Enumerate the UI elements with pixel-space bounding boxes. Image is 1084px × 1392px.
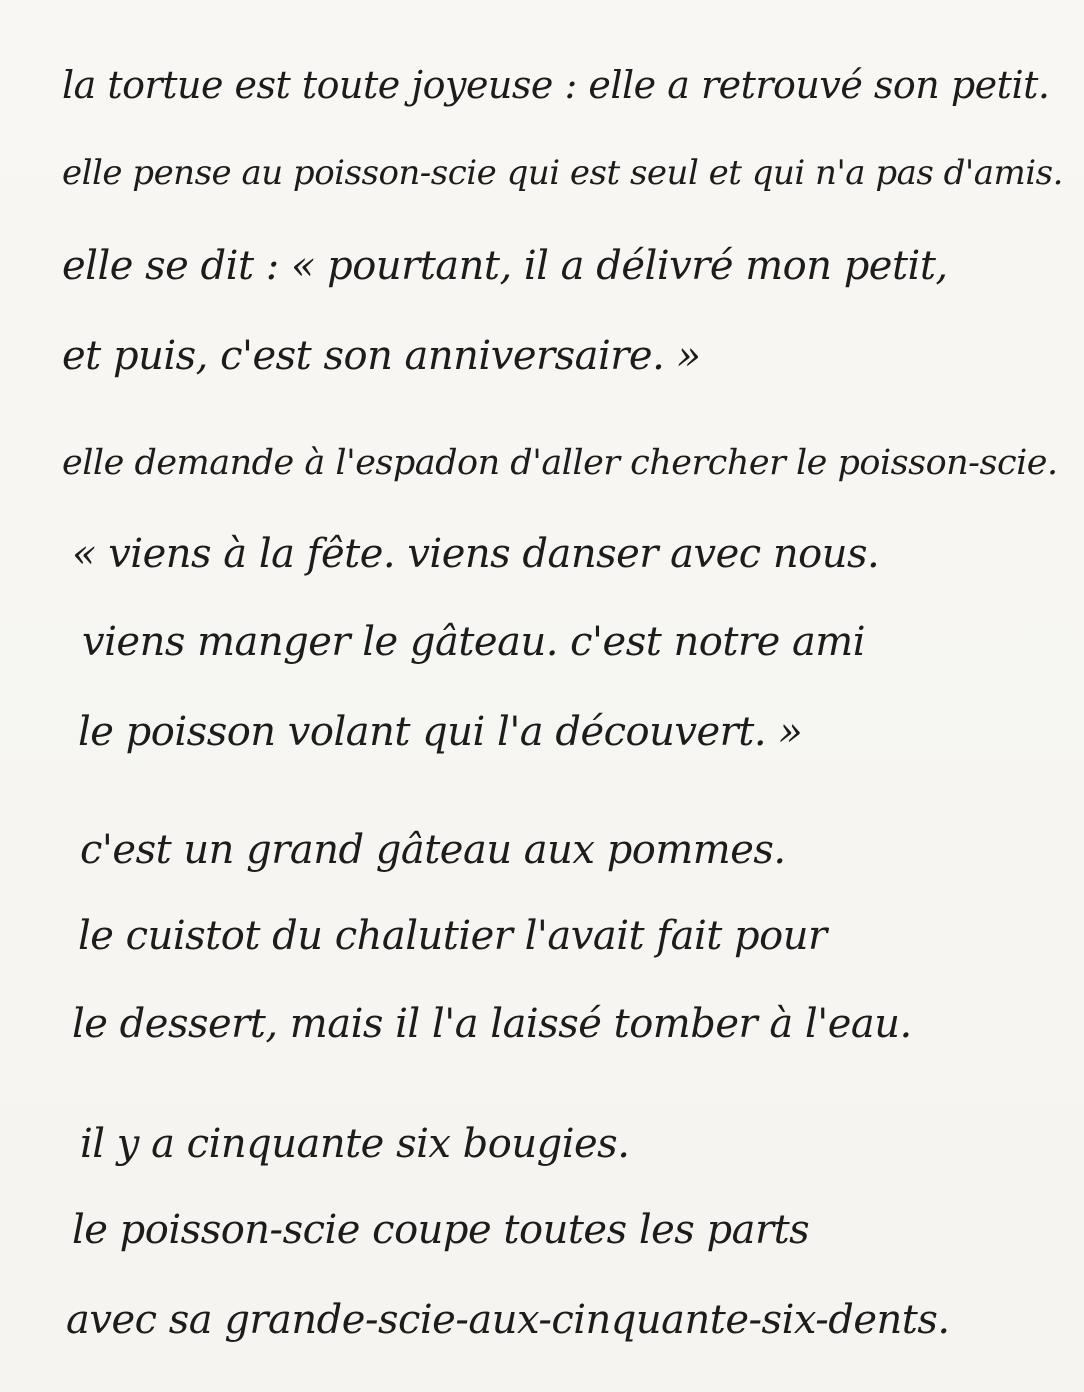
- text-line-13: le poisson-scie coupe toutes les parts: [72, 1207, 810, 1253]
- text-line-14: avec sa grande-scie-aux-cinquante-six-dents.: [66, 1297, 950, 1343]
- text-line-7: viens manger le gâteau. c'est notre ami: [82, 619, 866, 665]
- text-line-2: elle pense au poisson-scie qui est seul et qui n'a pas d'amis.: [62, 153, 1063, 193]
- text-line-12: il y a cinquante six bougies.: [80, 1121, 630, 1167]
- text-line-11: le dessert, mais il l'a laissé tomber à l'eau.: [72, 1001, 912, 1047]
- text-line-1: la tortue est toute joyeuse : elle a retrouvé son petit.: [62, 63, 1050, 107]
- text-line-4: et puis, c'est son anniversaire. »: [62, 333, 701, 379]
- text-line-10: le cuistot du chalutier l'avait fait pour: [78, 913, 827, 959]
- text-line-8: le poisson volant qui l'a découvert. »: [78, 709, 803, 755]
- text-line-5: elle demande à l'espadon d'aller chercher le poisson-scie.: [62, 443, 1058, 483]
- text-line-6: « viens à la fête. viens danser avec nous.: [72, 531, 880, 577]
- text-line-9: c'est un grand gâteau aux pommes.: [80, 827, 786, 873]
- text-line-3: elle se dit : « pourtant, il a délivré mon petit,: [62, 243, 948, 289]
